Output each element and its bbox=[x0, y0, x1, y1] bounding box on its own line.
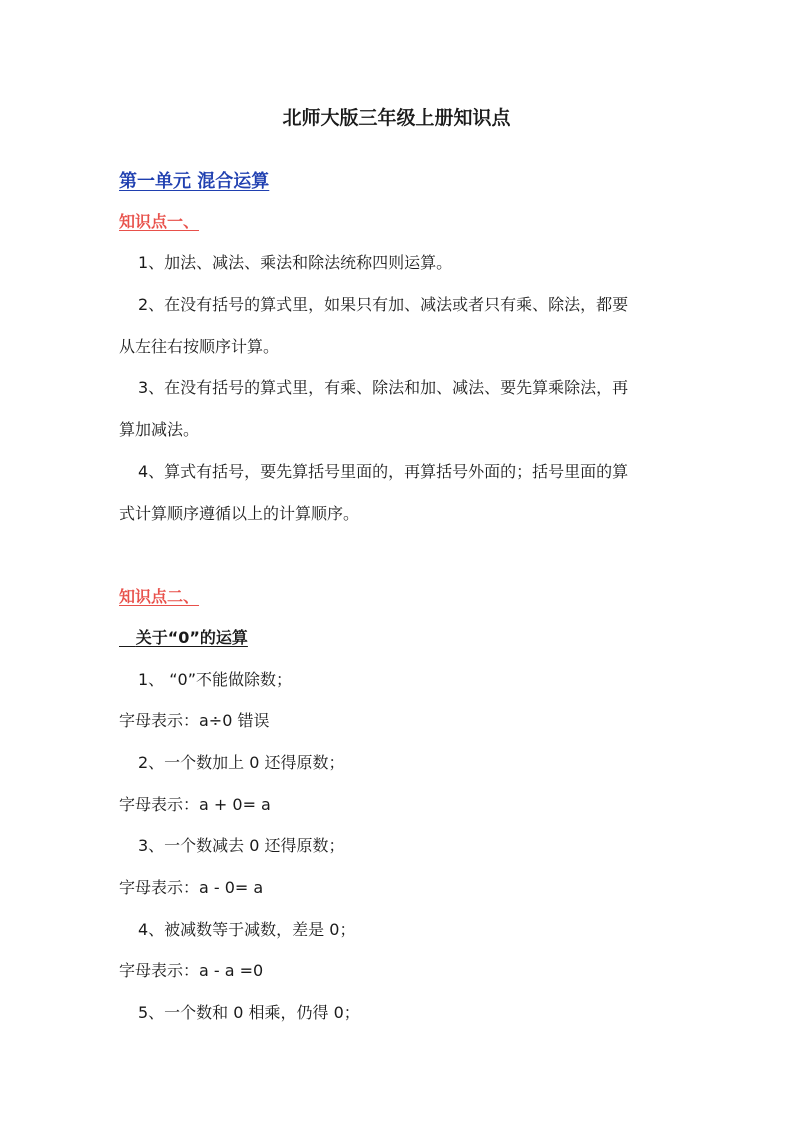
kp1-item-4: 4、算式有括号，要先算括号里面的，再算括号外面的；括号里面的算 bbox=[138, 462, 629, 481]
knowledge-point-2-heading: 知识点二、 bbox=[119, 587, 200, 606]
kp2-item-5: 5、一个数和 0 相乘，仍得 0； bbox=[138, 1003, 360, 1022]
kp2-item-3: 3、一个数减去 0 还得原数； bbox=[138, 836, 345, 855]
kp1-item-2: 2、在没有括号的算式里，如果只有加、减法或者只有乘、除法，都要 bbox=[138, 295, 629, 314]
document-title: 北师大版三年级上册知识点 bbox=[282, 107, 511, 129]
kp1-item-2-cont: 从左往右按顺序计算。 bbox=[119, 337, 280, 356]
zero-operations-subheading-text: 关于“0”的运算 bbox=[135, 628, 248, 647]
kp1-item-1: 1、加法、减法、乘法和除法统称四则运算。 bbox=[138, 253, 453, 272]
kp2-formula-1: 字母表示：a÷0 错误 bbox=[119, 711, 270, 730]
kp2-formula-4: 字母表示：a - a =0 bbox=[119, 961, 264, 980]
kp2-formula-3: 字母表示：a - 0= a bbox=[119, 878, 264, 897]
kp2-item-4: 4、被减数等于减数，差是 0； bbox=[138, 920, 356, 939]
kp2-formula-2: 字母表示：a + 0= a bbox=[119, 795, 271, 814]
kp1-item-3: 3、在没有括号的算式里，有乘、除法和加、减法、要先算乘除法，再 bbox=[138, 378, 629, 397]
kp2-item-1: 1、 “0”不能做除数； bbox=[138, 670, 293, 689]
kp1-item-4-cont: 式计算顺序遵循以上的计算顺序。 bbox=[119, 504, 360, 523]
kp2-item-2: 2、一个数加上 0 还得原数； bbox=[138, 753, 345, 772]
unit-heading: 第一单元 混合运算 bbox=[119, 171, 270, 192]
kp1-item-3-cont: 算加减法。 bbox=[119, 420, 200, 439]
knowledge-point-1-heading: 知识点一、 bbox=[119, 212, 200, 231]
zero-operations-subheading bbox=[119, 628, 248, 648]
